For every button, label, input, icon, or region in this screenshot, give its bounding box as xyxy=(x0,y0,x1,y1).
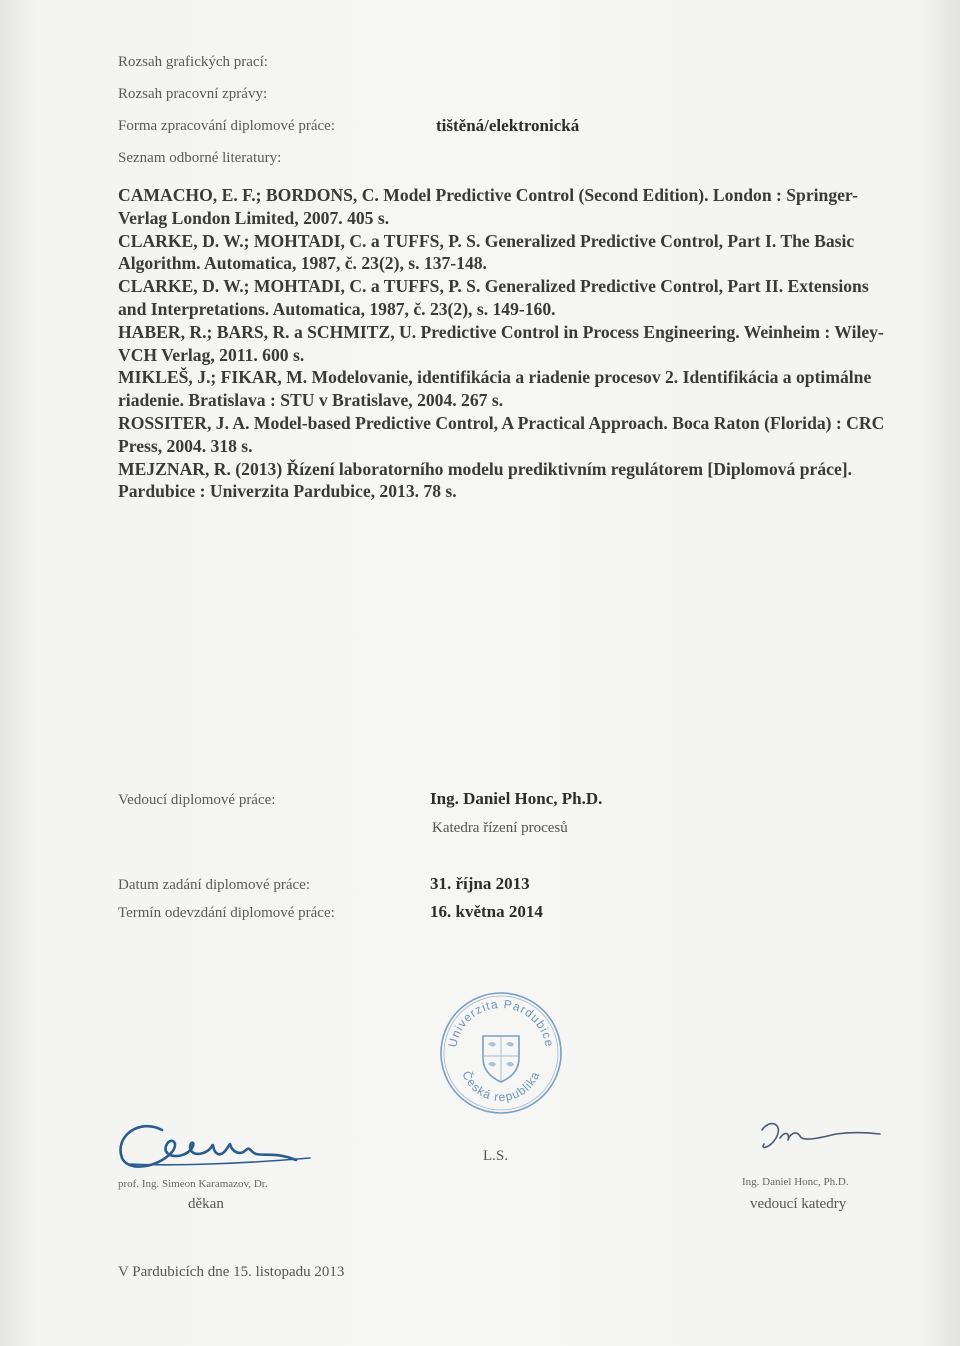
assigned-date-value: 31. října 2013 xyxy=(430,874,530,893)
dean-name: prof. Ing. Simeon Karamazov, Dr. xyxy=(118,1178,268,1190)
head-name: Ing. Daniel Honc, Ph.D. xyxy=(742,1176,849,1188)
bibliography-list xyxy=(118,184,898,503)
place-and-date: V Pardubicích dne 15. listopadu 2013 xyxy=(118,1264,345,1280)
seal-text-top: Univerzita Pardubice xyxy=(445,996,557,1049)
bibliography-entry: CLARKE, D. W.; MOHTADI, C. a TUFFS, P. S. Generalized Predictive Control, Part I. The Basic Algorithm. Automatica, 1987, č. 23(2), s. 137-148. xyxy=(118,230,855,274)
scope-report-label: Rozsah pracovní zprávy: xyxy=(118,86,268,102)
form-label: Forma zpracování diplomové práce: xyxy=(118,118,336,134)
literature-label: Seznam odborné literatury: xyxy=(118,150,282,166)
head-signature-icon xyxy=(740,1108,900,1168)
dean-signature-icon xyxy=(100,1108,330,1178)
supervisor-label: Vedoucí diplomové práce: xyxy=(118,792,276,808)
bibliography-entry: ROSSITER, J. A. Model-based Predictive Control, A Practical Approach. Boca Raton (Florida) : CRC Press, 2004. 318 s. xyxy=(118,412,885,456)
form-row xyxy=(118,116,580,135)
supervisor-name: Ing. Daniel Honc, Ph.D. xyxy=(430,789,603,808)
bibliography-entry: HABER, R.; BARS, R. a SCHMITZ, U. Predictive Control in Process Engineering. Weinheim : Wiley-VCH Verlag, 2011. 600 s. xyxy=(118,321,884,365)
form-value: tištěná/elektronická xyxy=(436,116,580,135)
ls-mark: L.S. xyxy=(483,1148,509,1164)
university-seal-icon xyxy=(436,988,566,1118)
bibliography-entry: CLARKE, D. W.; MOHTADI, C. a TUFFS, P. S. Generalized Predictive Control, Part II. Extensions and Interpretations. Automatica, 1987, č. 23(2), s. 149-160. xyxy=(118,276,869,319)
scope-graphics-label: Rozsah grafických prací: xyxy=(118,54,268,70)
bibliography-entry: MEJZNAR, R. (2013) Řízení laboratorního modelu prediktivním regulátorem [Diplomová práce]. Pardubice : Univerzita Pardubice, 2013. 78 s. xyxy=(118,458,853,502)
supervisor-department: Katedra řízení procesů xyxy=(432,820,568,836)
seal-text-bottom: Česká republika xyxy=(459,1068,543,1105)
due-date-label: Termín odevzdání diplomové práce: xyxy=(118,905,335,921)
bibliography-entry: MIKLEŠ, J.; FIKAR, M. Modelovanie, identifikácia a riadenie procesov 2. Identifikácia a optimálne riadenie. Bratislava : STU v Bratislave, 2004. 267 s. xyxy=(118,367,872,411)
assigned-date-label: Datum zadání diplomové práce: xyxy=(118,877,311,893)
dean-role: děkan xyxy=(188,1196,224,1212)
head-role: vedoucí katedry xyxy=(750,1196,847,1212)
due-date-value: 16. května 2014 xyxy=(430,902,543,921)
bibliography-entry: CAMACHO, E. F.; BORDONS, C. Model Predictive Control (Second Edition). London : Springer-Verlag London Limited, 2007. 405 s. xyxy=(118,185,858,228)
